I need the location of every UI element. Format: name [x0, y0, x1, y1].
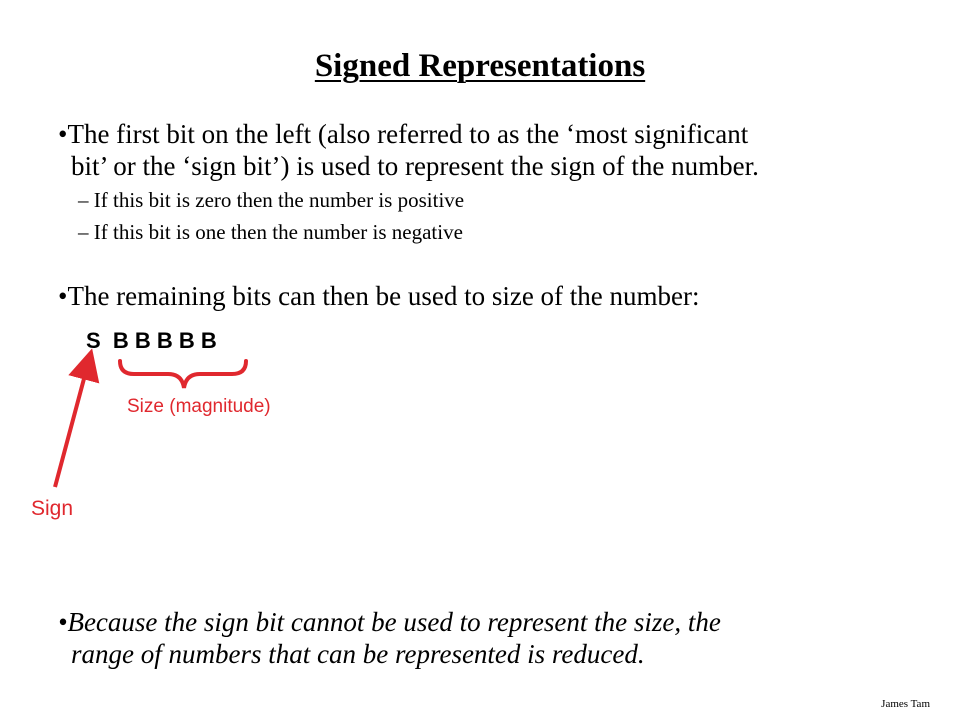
bullet-sign-bit-line-2: bit’ or the ‘sign bit’) is used to represent the sign of the number.	[71, 151, 759, 181]
magnitude-brace	[120, 361, 246, 388]
bullet-sign-bit-line-1: •The first bit on the left (also referred to as the ‘most significant	[58, 119, 749, 149]
slide-title-text: Signed Representations	[314, 48, 646, 84]
footer-author: James Tam	[881, 698, 930, 710]
bit-pattern: S B B B B B	[86, 328, 217, 353]
bullet-range-reduced	[58, 606, 918, 670]
bullet-remaining-bits-text: •The remaining bits can then be used to size of the number:	[58, 281, 700, 311]
bullet-range-reduced-line-1: •Because the sign bit cannot be used to represent the size, the	[58, 607, 721, 637]
sign-label: Sign	[31, 497, 74, 520]
sub-bullet-zero: – If this bit is zero then the number is positive	[78, 188, 465, 212]
sub-bullet-one: – If this bit is one then the number is negative	[78, 220, 463, 244]
sign-arrow	[55, 360, 89, 487]
bullet-range-reduced-line-2: range of numbers that can be represented is reduced.	[71, 639, 645, 669]
magnitude-label: Size (magnitude)	[127, 396, 271, 417]
